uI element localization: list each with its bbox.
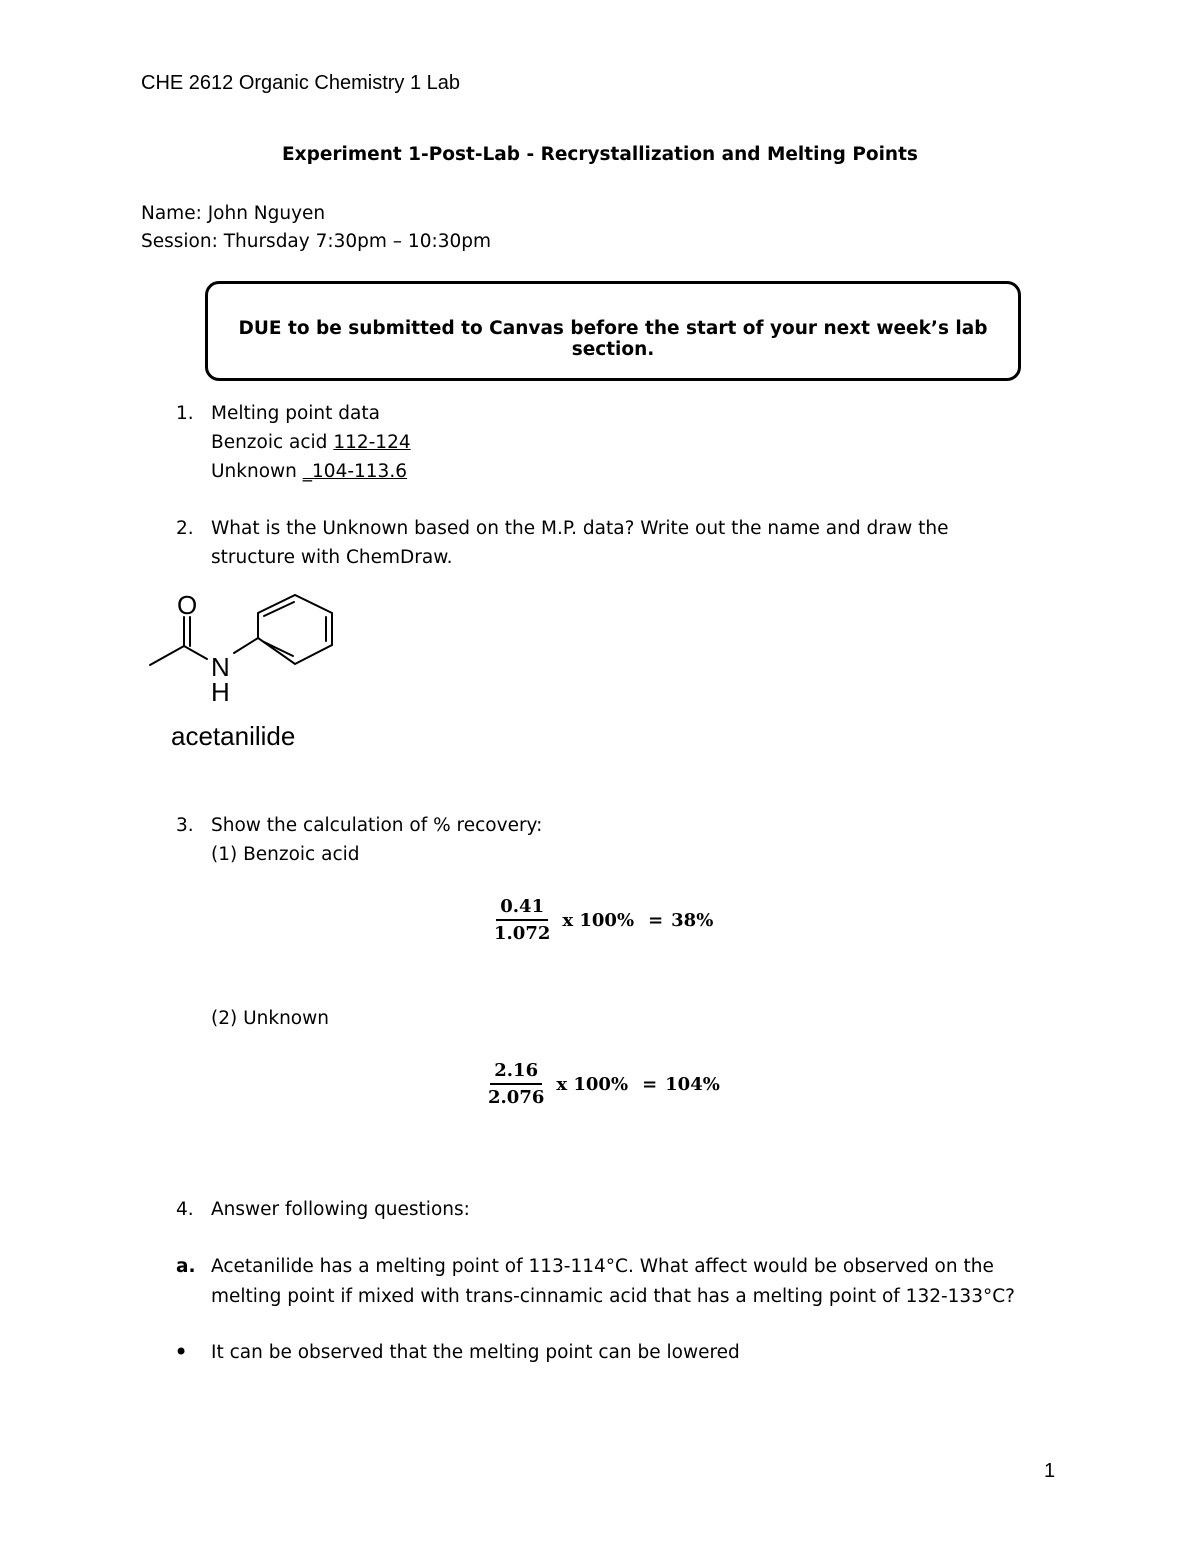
atom-n: N (211, 652, 230, 682)
unknown-recovery-result: 104% (665, 1073, 720, 1095)
benzene-ring (258, 595, 332, 664)
unknown-equals: = (642, 1073, 658, 1095)
n-phenyl-bond (234, 638, 258, 653)
atom-h: H (211, 677, 230, 707)
question-1-heading: Melting point data (211, 403, 380, 424)
unknown-recovery-equation (484, 1060, 720, 1108)
unknown-denominator: 2.076 (488, 1087, 545, 1108)
benzoic-acid-part-label: (1) Benzoic acid (211, 844, 360, 865)
benzoic-numerator: 0.41 (496, 896, 548, 921)
student-name: Name: John Nguyen (141, 203, 326, 224)
unknown-mp-value: _104-113.6 (302, 461, 407, 482)
unknown-mp-row (211, 458, 407, 486)
question-4a-line-2: melting point if mixed with trans-cinnamic acid that has a melting point of 132-133°C? (211, 1286, 1015, 1307)
course-header: CHE 2612 Organic Chemistry 1 Lab (141, 72, 461, 94)
due-notice-text: DUE to be submitted to Canvas before the start of your next week’s lab section. (238, 318, 988, 360)
atom-o: O (177, 590, 198, 620)
question-4a-line-1: Acetanilide has a melting point of 113-114°C. What affect would be observed on the (211, 1256, 994, 1277)
question-3-heading: Show the calculation of % recovery: (211, 815, 543, 836)
carbonyl-n-bond (184, 646, 207, 659)
compound-name: acetanilide (171, 721, 296, 751)
ring-double-3 (264, 642, 293, 656)
unknown-fraction (484, 1060, 548, 1108)
benzoic-acid-mp-value: 112-124 (333, 432, 411, 453)
unknown-numerator: 2.16 (490, 1060, 542, 1085)
unknown-multiplier: x 100% (556, 1073, 629, 1095)
methyl-bond (150, 646, 184, 665)
acetanilide-structure (140, 585, 360, 755)
benzoic-recovery-equation (490, 896, 713, 944)
question-2-number: 2. (176, 518, 194, 539)
question-4-heading: Answer following questions: (211, 1199, 470, 1220)
unknown-label: Unknown (211, 461, 297, 482)
benzoic-acid-label: Benzoic acid (211, 432, 328, 453)
page-title: Experiment 1-Post-Lab - Recrystallization and Melting Points (282, 144, 918, 165)
benzoic-denominator: 1.072 (494, 923, 551, 944)
benzoic-multiplier: x 100% (562, 909, 635, 931)
unknown-part-label: (2) Unknown (211, 1008, 329, 1029)
benzoic-recovery-result: 38% (671, 909, 714, 931)
due-notice-box (205, 281, 1021, 381)
page-number: 1 (1044, 1460, 1056, 1482)
question-2-line-1: What is the Unknown based on the M.P. data? Write out the name and draw the (211, 518, 949, 539)
question-3-number: 3. (176, 815, 194, 836)
benzoic-fraction (490, 896, 554, 944)
student-session: Session: Thursday 7:30pm – 10:30pm (141, 231, 492, 252)
answer-bullet: • (174, 1338, 189, 1366)
question-4-number: 4. (176, 1199, 194, 1220)
benzoic-equals: = (648, 909, 664, 931)
benzoic-acid-mp-row (211, 429, 411, 457)
question-4a-label: a. (176, 1256, 196, 1277)
question-2-line-2: structure with ChemDraw. (211, 547, 453, 568)
question-1-number: 1. (176, 403, 194, 424)
question-4a-answer: It can be observed that the melting point can be lowered (211, 1342, 740, 1363)
